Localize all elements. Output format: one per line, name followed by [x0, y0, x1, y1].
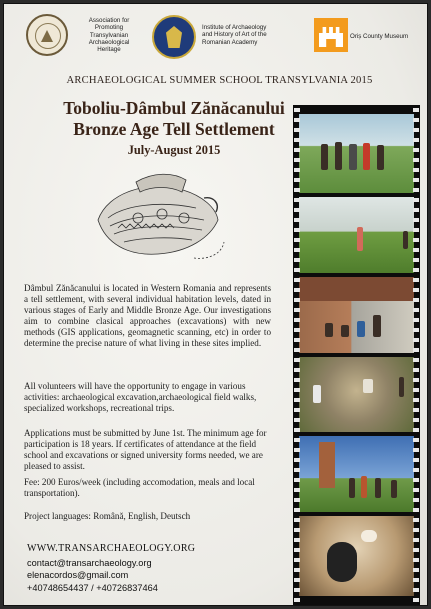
field-survey-photo	[299, 197, 414, 273]
film-sprocket-hole	[294, 588, 300, 592]
film-sprocket-hole	[294, 108, 300, 112]
association-text-line: Association for	[88, 17, 130, 24]
title-line-2: Bronze Age Tell Settlement	[73, 119, 275, 139]
film-sprocket-hole	[294, 428, 300, 432]
institute-text-line: and History of Art of the	[202, 31, 267, 39]
film-sprocket-hole	[413, 578, 419, 582]
phone-numbers: +40748654437 / +40726837464	[27, 583, 158, 593]
film-sprocket-hole	[413, 478, 419, 482]
film-sprocket-hole	[294, 148, 300, 152]
film-sprocket-hole	[294, 228, 300, 232]
film-sprocket-hole	[294, 488, 300, 492]
film-sprocket-hole	[294, 198, 300, 202]
film-sprocket-hole	[413, 268, 419, 272]
languages-paragraph: Project languages: Română, English, Deutsch	[24, 511, 191, 521]
film-sprocket-hole	[413, 468, 419, 472]
film-sprocket-hole	[413, 278, 419, 282]
association-text-line: Promoting	[94, 24, 124, 32]
film-sprocket-hole	[294, 518, 300, 522]
institute-logo-icon	[152, 15, 196, 59]
film-sprocket-hole	[413, 568, 419, 572]
film-sprocket-hole	[294, 278, 300, 282]
film-sprocket-hole	[413, 248, 419, 252]
film-sprocket-hole	[294, 238, 300, 242]
film-sprocket-hole	[294, 268, 300, 272]
film-sprocket-hole	[413, 218, 419, 222]
film-sprocket-hole	[413, 368, 419, 372]
film-sprocket-hole	[294, 318, 300, 322]
film-sprocket-hole	[413, 128, 419, 132]
film-sprocket-hole	[413, 458, 419, 462]
film-sprocket-hole	[413, 188, 419, 192]
email-personal[interactable]: elenacordos@gmail.com	[27, 570, 129, 580]
film-sprocket-hole	[294, 418, 300, 422]
artifact-find-photo	[299, 516, 414, 596]
film-sprocket-hole	[413, 428, 419, 432]
email-contact[interactable]: contact@transarchaeology.org	[27, 558, 152, 568]
website-link[interactable]: WWW.TRANSARCHAEOLOGY.ORG	[27, 543, 196, 554]
film-sprocket-hole	[294, 558, 300, 562]
film-sprocket-hole	[413, 358, 419, 362]
film-sprocket-hole	[294, 288, 300, 292]
film-sprocket-hole	[413, 148, 419, 152]
film-sprocket-hole	[294, 118, 300, 122]
film-sprocket-hole	[294, 338, 300, 342]
activities-paragraph: All volunteers will have the opportunity to engage in various activities: archaeological excavation,archaeological field walks, specialized workshops, recreational trips.	[24, 381, 257, 414]
pottery-sketch-image	[78, 162, 228, 274]
film-sprocket-hole	[413, 418, 419, 422]
title-line-1: Toboliu-Dâmbul Zănăcanului	[63, 98, 285, 118]
association-text-line: Transylvanian	[89, 31, 129, 39]
film-sprocket-hole	[413, 258, 419, 262]
film-sprocket-hole	[413, 448, 419, 452]
film-sprocket-hole	[294, 448, 300, 452]
film-sprocket-hole	[413, 108, 419, 112]
film-sprocket-hole	[294, 168, 300, 172]
film-sprocket-hole	[294, 188, 300, 192]
film-sprocket-hole	[413, 208, 419, 212]
film-sprocket-hole	[294, 578, 300, 582]
film-sprocket-hole	[413, 168, 419, 172]
poster	[3, 3, 428, 606]
film-sprocket-hole	[413, 398, 419, 402]
film-sprocket-hole	[413, 378, 419, 382]
film-sprocket-hole	[294, 218, 300, 222]
film-sprocket-hole	[413, 198, 419, 202]
film-sprocket-hole	[413, 228, 419, 232]
film-sprocket-hole	[294, 368, 300, 372]
film-sprocket-hole	[413, 298, 419, 302]
film-sprocket-hole	[413, 438, 419, 442]
film-sprocket-hole	[294, 538, 300, 542]
film-sprocket-hole	[294, 158, 300, 162]
film-sprocket-hole	[413, 598, 419, 602]
description-paragraph: Dâmbul Zănăcanului is located in Western Romania and represents a tell settlement, with several individual habitation levels, dated in various stages of Early and Middle Bronze Age. Our investigations aim to combine clasical approaches (excavations) with new methods (GIS applications, geomagnetic scanning, etc) in order to determine the precise nature of what living in these sites implied.	[24, 283, 271, 349]
association-text-line: Archaeological	[88, 38, 130, 46]
film-sprocket-hole	[294, 258, 300, 262]
film-sprocket-hole	[294, 408, 300, 412]
film-sprocket-hole	[294, 568, 300, 572]
film-sprocket-hole	[413, 518, 419, 522]
film-sprocket-hole	[413, 238, 419, 242]
association-logo-text	[74, 17, 144, 53]
film-sprocket-hole	[413, 538, 419, 542]
film-sprocket-hole	[294, 528, 300, 532]
film-sprocket-hole	[413, 498, 419, 502]
film-sprocket-hole	[294, 378, 300, 382]
film-sprocket-hole	[294, 478, 300, 482]
excavation-trench-photo	[299, 357, 414, 432]
association-logo-icon	[26, 14, 68, 56]
film-sprocket-hole	[413, 178, 419, 182]
film-sprocket-hole	[413, 348, 419, 352]
film-sprocket-hole	[294, 388, 300, 392]
film-sprocket-hole	[294, 348, 300, 352]
film-sprocket-hole	[294, 358, 300, 362]
film-sprocket-hole	[294, 398, 300, 402]
film-sprocket-hole	[294, 598, 300, 602]
film-sprocket-hole	[294, 138, 300, 142]
film-sprocket-hole	[413, 118, 419, 122]
film-sprocket-hole	[294, 458, 300, 462]
film-sprocket-hole	[413, 138, 419, 142]
film-sprocket-hole	[413, 158, 419, 162]
film-sprocket-hole	[294, 208, 300, 212]
association-text-line: Heritage	[97, 46, 121, 54]
film-sprocket-hole	[413, 508, 419, 512]
film-sprocket-hole	[294, 508, 300, 512]
dates: July-August 2015	[127, 143, 221, 157]
film-sprocket-hole	[413, 408, 419, 412]
film-sprocket-hole	[413, 588, 419, 592]
institute-logo-text	[202, 24, 310, 46]
film-sprocket-hole	[294, 548, 300, 552]
museum-logo-text: Oriș County Museum	[350, 33, 409, 40]
institute-text-line: Romanian Academy	[202, 38, 258, 46]
film-sprocket-hole	[413, 388, 419, 392]
film-sprocket-hole	[413, 488, 419, 492]
institute-text-line: Institute of Archaeology	[202, 24, 267, 31]
film-sprocket-hole	[294, 178, 300, 182]
school-heading: ARCHAEOLOGICAL SUMMER SCHOOL TRANSYLVANIA 2015	[66, 75, 373, 86]
film-sprocket-hole	[294, 128, 300, 132]
museum-logo-icon	[314, 18, 348, 52]
fee-paragraph: Fee: 200 Euros/week (including accomodation, meals and local transportation).	[24, 477, 255, 499]
photo-film-strip	[293, 105, 420, 605]
camp-building-photo	[299, 277, 414, 353]
film-sprocket-hole	[294, 298, 300, 302]
film-sprocket-hole	[294, 498, 300, 502]
film-sprocket-hole	[294, 328, 300, 332]
film-sprocket-hole	[294, 438, 300, 442]
film-sprocket-hole	[413, 308, 419, 312]
team-photo	[299, 114, 414, 193]
film-sprocket-hole	[413, 318, 419, 322]
film-sprocket-hole	[294, 468, 300, 472]
film-sprocket-hole	[413, 288, 419, 292]
film-sprocket-hole	[413, 338, 419, 342]
film-sprocket-hole	[413, 528, 419, 532]
applications-paragraph: Applications must be submitted by June 1st. The minimum age for participation is 18 years. If certificates of attendance at the field school and excavations or signed university forms needed, we are pleased to assist.	[24, 428, 267, 472]
film-sprocket-hole	[413, 328, 419, 332]
film-sprocket-hole	[294, 248, 300, 252]
tower-site-photo	[299, 436, 414, 512]
film-sprocket-hole	[294, 308, 300, 312]
film-sprocket-hole	[413, 558, 419, 562]
film-sprocket-hole	[413, 548, 419, 552]
